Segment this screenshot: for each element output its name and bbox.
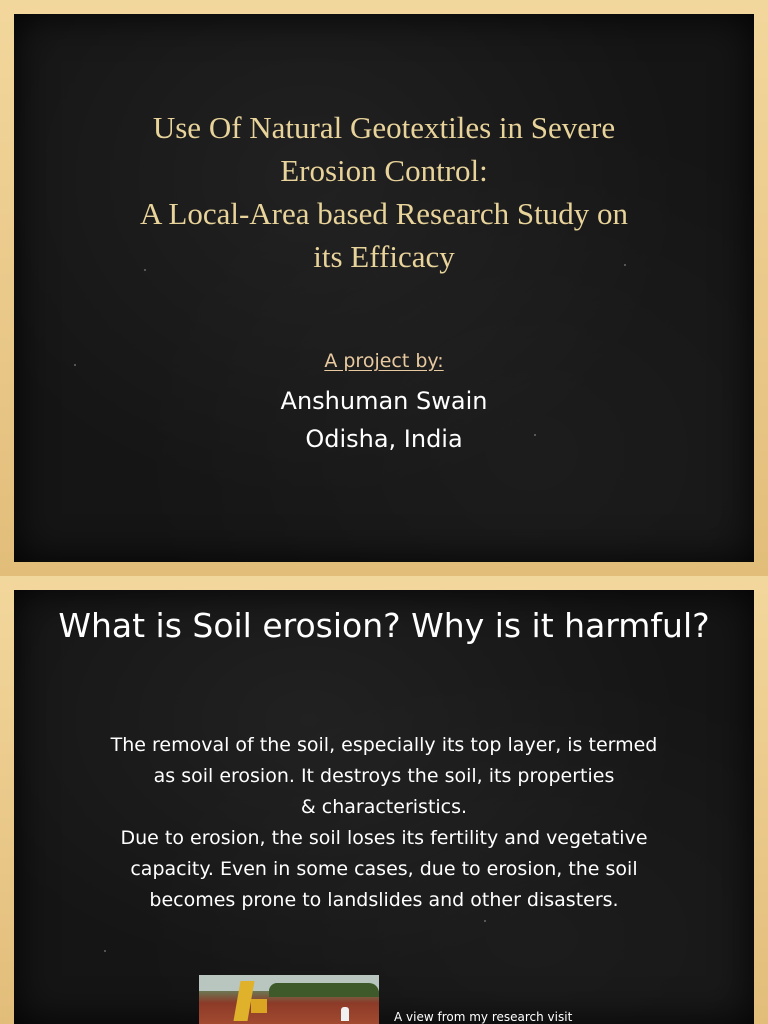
chalk-speck xyxy=(484,920,486,922)
body-line-2: as soil erosion. It destroys the soil, its properties xyxy=(153,765,615,787)
body-line-3: & characteristics. xyxy=(300,796,468,818)
author-block xyxy=(14,382,754,458)
slide-2-heading: What is Soil erosion? Why is it harmful? xyxy=(58,606,710,645)
photo-excavator-body xyxy=(251,999,267,1013)
byline-label: A project by: xyxy=(324,350,444,372)
body-line-5: capacity. Even in some cases, due to erosion, the soil xyxy=(130,858,638,880)
slide-2-chalkboard xyxy=(14,590,754,1024)
slide-1-chalkboard xyxy=(14,14,754,562)
slide-2-body xyxy=(28,730,740,916)
photo-trees xyxy=(269,983,379,997)
chalk-speck xyxy=(104,950,106,952)
research-site-photo xyxy=(199,975,379,1024)
title-line-3: A Local-Area based Research Study on xyxy=(139,196,629,231)
slide-2-frame xyxy=(0,576,768,1024)
author-name: Anshuman Swain xyxy=(280,387,488,415)
title-line-1: Use Of Natural Geotextiles in Severe xyxy=(152,110,616,145)
body-line-4: Due to erosion, the soil loses its fertility and vegetative xyxy=(120,827,648,849)
photo-worker xyxy=(341,1007,349,1021)
body-line-6: becomes prone to landslides and other disasters. xyxy=(149,889,619,911)
body-line-1: The removal of the soil, especially its top layer, is termed xyxy=(110,734,658,756)
title-line-2: Erosion Control: xyxy=(280,153,488,188)
photo-caption: A view from my research visit xyxy=(394,1010,573,1024)
author-location: Odisha, India xyxy=(305,425,463,453)
slide-1-title xyxy=(54,106,714,278)
title-line-4: its Efficacy xyxy=(313,239,455,274)
